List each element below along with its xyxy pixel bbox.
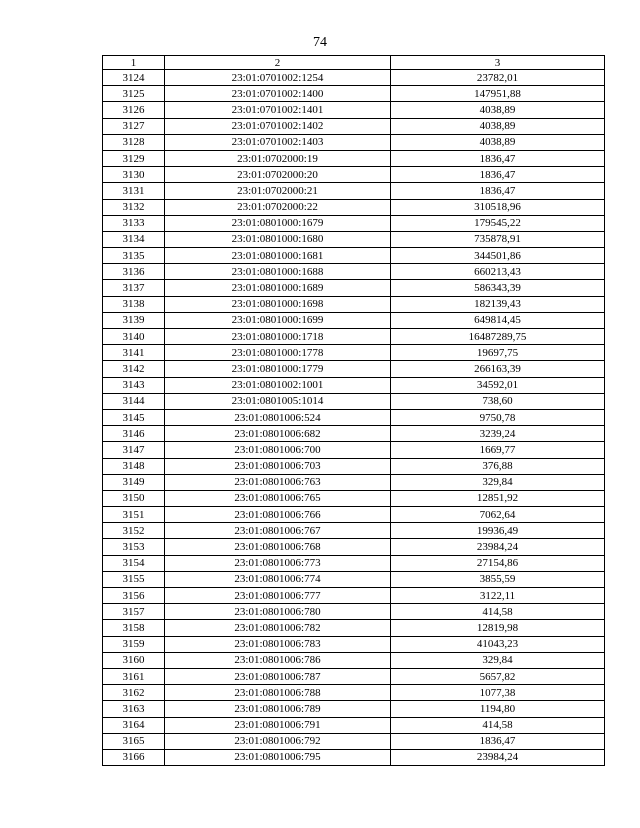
cadastral-number-cell: 23:01:0801006:782	[165, 620, 391, 636]
value-cell: 1836,47	[391, 183, 605, 199]
table-row	[103, 102, 605, 118]
table-row	[103, 296, 605, 312]
table-row	[103, 668, 605, 684]
row-number-cell: 3134	[103, 231, 165, 247]
table-row	[103, 604, 605, 620]
cadastral-number-cell: 23:01:0701002:1402	[165, 118, 391, 134]
row-number-cell: 3143	[103, 377, 165, 393]
table-header	[103, 56, 605, 70]
value-cell: 1669,77	[391, 442, 605, 458]
row-number-cell: 3135	[103, 248, 165, 264]
value-cell: 179545,22	[391, 215, 605, 231]
row-number-cell: 3124	[103, 70, 165, 86]
value-cell: 660213,43	[391, 264, 605, 280]
value-cell: 344501,86	[391, 248, 605, 264]
row-number-cell: 3163	[103, 701, 165, 717]
row-number-cell: 3149	[103, 474, 165, 490]
row-number-cell: 3142	[103, 361, 165, 377]
row-number-cell: 3164	[103, 717, 165, 733]
value-cell: 19697,75	[391, 345, 605, 361]
value-cell: 414,58	[391, 604, 605, 620]
cadastral-number-cell: 23:01:0702000:19	[165, 150, 391, 166]
table-row	[103, 426, 605, 442]
value-cell: 266163,39	[391, 361, 605, 377]
row-number-cell: 3132	[103, 199, 165, 215]
table-row	[103, 620, 605, 636]
value-cell: 5657,82	[391, 668, 605, 684]
cadastral-number-cell: 23:01:0702000:22	[165, 199, 391, 215]
cadastral-number-cell: 23:01:0801005:1014	[165, 393, 391, 409]
cadastral-number-cell: 23:01:0801000:1718	[165, 329, 391, 345]
row-number-cell: 3153	[103, 539, 165, 555]
cadastral-number-cell: 23:01:0801000:1679	[165, 215, 391, 231]
table-row	[103, 280, 605, 296]
table-row	[103, 248, 605, 264]
value-cell: 12851,92	[391, 490, 605, 506]
cadastral-number-cell: 23:01:0801000:1698	[165, 296, 391, 312]
table-row	[103, 86, 605, 102]
cadastral-number-cell: 23:01:0801006:795	[165, 749, 391, 765]
row-number-cell: 3128	[103, 134, 165, 150]
table-row	[103, 523, 605, 539]
table-row	[103, 134, 605, 150]
cadastral-number-cell: 23:01:0801006:767	[165, 523, 391, 539]
row-number-cell: 3126	[103, 102, 165, 118]
cadastral-number-cell: 23:01:0702000:21	[165, 183, 391, 199]
table-row	[103, 474, 605, 490]
value-cell: 23984,24	[391, 539, 605, 555]
table-row	[103, 118, 605, 134]
row-number-cell: 3137	[103, 280, 165, 296]
cadastral-number-cell: 23:01:0801006:773	[165, 555, 391, 571]
row-number-cell: 3152	[103, 523, 165, 539]
cadastral-number-cell: 23:01:0801006:682	[165, 426, 391, 442]
row-number-cell: 3157	[103, 604, 165, 620]
cadastral-number-cell: 23:01:0801000:1779	[165, 361, 391, 377]
value-cell: 1194,80	[391, 701, 605, 717]
cadastral-number-cell: 23:01:0801000:1778	[165, 345, 391, 361]
row-number-cell: 3151	[103, 507, 165, 523]
cadastral-number-cell: 23:01:0701002:1400	[165, 86, 391, 102]
table-row	[103, 167, 605, 183]
value-cell: 3239,24	[391, 426, 605, 442]
value-cell: 9750,78	[391, 409, 605, 425]
cadastral-number-cell: 23:01:0801000:1688	[165, 264, 391, 280]
cadastral-number-cell: 23:01:0701002:1254	[165, 70, 391, 86]
table-row	[103, 442, 605, 458]
cadastral-number-cell: 23:01:0801006:783	[165, 636, 391, 652]
value-cell: 4038,89	[391, 102, 605, 118]
column-header-2: 2	[165, 56, 391, 70]
row-number-cell: 3154	[103, 555, 165, 571]
cadastral-number-cell: 23:01:0801000:1680	[165, 231, 391, 247]
cadastral-number-cell: 23:01:0801000:1689	[165, 280, 391, 296]
value-cell: 23984,24	[391, 749, 605, 765]
table-row	[103, 312, 605, 328]
cadastral-number-cell: 23:01:0801006:524	[165, 409, 391, 425]
cadastral-number-cell: 23:01:0702000:20	[165, 167, 391, 183]
table-row	[103, 507, 605, 523]
row-number-cell: 3150	[103, 490, 165, 506]
value-cell: 16487289,75	[391, 329, 605, 345]
value-cell: 1077,38	[391, 685, 605, 701]
table-row	[103, 652, 605, 668]
table-row	[103, 70, 605, 86]
row-number-cell: 3158	[103, 620, 165, 636]
row-number-cell: 3165	[103, 733, 165, 749]
value-cell: 1836,47	[391, 150, 605, 166]
table-row	[103, 264, 605, 280]
value-cell: 586343,39	[391, 280, 605, 296]
table-row	[103, 539, 605, 555]
row-number-cell: 3155	[103, 571, 165, 587]
row-number-cell: 3159	[103, 636, 165, 652]
page-number: 74	[313, 35, 327, 50]
row-number-cell: 3138	[103, 296, 165, 312]
row-number-cell: 3133	[103, 215, 165, 231]
row-number-cell: 3145	[103, 409, 165, 425]
row-number-cell: 3125	[103, 86, 165, 102]
table-row	[103, 636, 605, 652]
value-cell: 3122,11	[391, 588, 605, 604]
table-row	[103, 345, 605, 361]
cadastral-number-cell: 23:01:0801006:789	[165, 701, 391, 717]
value-cell: 1836,47	[391, 733, 605, 749]
table-row	[103, 393, 605, 409]
cadastral-number-cell: 23:01:0801006:774	[165, 571, 391, 587]
row-number-cell: 3141	[103, 345, 165, 361]
row-number-cell: 3127	[103, 118, 165, 134]
table-row	[103, 733, 605, 749]
row-number-cell: 3166	[103, 749, 165, 765]
value-cell: 34592,01	[391, 377, 605, 393]
row-number-cell: 3148	[103, 458, 165, 474]
row-number-cell: 3130	[103, 167, 165, 183]
column-header-3: 3	[391, 56, 605, 70]
value-cell: 19936,49	[391, 523, 605, 539]
row-number-cell: 3162	[103, 685, 165, 701]
cadastral-number-cell: 23:01:0801006:700	[165, 442, 391, 458]
table-row	[103, 231, 605, 247]
table-row	[103, 458, 605, 474]
value-cell: 27154,86	[391, 555, 605, 571]
cadastral-number-cell: 23:01:0701002:1401	[165, 102, 391, 118]
value-cell: 41043,23	[391, 636, 605, 652]
table-row	[103, 183, 605, 199]
cadastral-number-cell: 23:01:0801006:777	[165, 588, 391, 604]
value-cell: 329,84	[391, 652, 605, 668]
value-cell: 329,84	[391, 474, 605, 490]
value-cell: 735878,91	[391, 231, 605, 247]
cadastral-number-cell: 23:01:0801006:763	[165, 474, 391, 490]
cadastral-number-cell: 23:01:0801006:765	[165, 490, 391, 506]
cadastral-number-cell: 23:01:0801000:1699	[165, 312, 391, 328]
table-row	[103, 377, 605, 393]
column-header-1: 1	[103, 56, 165, 70]
value-cell: 12819,98	[391, 620, 605, 636]
table-row	[103, 409, 605, 425]
value-cell: 310518,96	[391, 199, 605, 215]
row-number-cell: 3139	[103, 312, 165, 328]
table-row	[103, 215, 605, 231]
cadastral-number-cell: 23:01:0801006:780	[165, 604, 391, 620]
cadastral-number-cell: 23:01:0801002:1001	[165, 377, 391, 393]
value-cell: 4038,89	[391, 118, 605, 134]
cadastral-number-cell: 23:01:0701002:1403	[165, 134, 391, 150]
row-number-cell: 3131	[103, 183, 165, 199]
table-row	[103, 701, 605, 717]
row-number-cell: 3161	[103, 668, 165, 684]
row-number-cell: 3144	[103, 393, 165, 409]
data-table	[102, 55, 605, 766]
row-number-cell: 3160	[103, 652, 165, 668]
value-cell: 738,60	[391, 393, 605, 409]
table-row	[103, 361, 605, 377]
value-cell: 4038,89	[391, 134, 605, 150]
value-cell: 649814,45	[391, 312, 605, 328]
table-row	[103, 685, 605, 701]
cadastral-number-cell: 23:01:0801006:788	[165, 685, 391, 701]
table-body	[103, 70, 605, 766]
cadastral-number-cell: 23:01:0801006:792	[165, 733, 391, 749]
table-row	[103, 150, 605, 166]
row-number-cell: 3129	[103, 150, 165, 166]
row-number-cell: 3146	[103, 426, 165, 442]
table-row	[103, 329, 605, 345]
row-number-cell: 3136	[103, 264, 165, 280]
cadastral-number-cell: 23:01:0801006:703	[165, 458, 391, 474]
table-row	[103, 555, 605, 571]
header-row	[103, 56, 605, 70]
cadastral-number-cell: 23:01:0801006:768	[165, 539, 391, 555]
table-row	[103, 571, 605, 587]
table-row	[103, 749, 605, 765]
value-cell: 7062,64	[391, 507, 605, 523]
value-cell: 1836,47	[391, 167, 605, 183]
value-cell: 414,58	[391, 717, 605, 733]
cadastral-number-cell: 23:01:0801006:766	[165, 507, 391, 523]
row-number-cell: 3156	[103, 588, 165, 604]
table-row	[103, 199, 605, 215]
table-row	[103, 717, 605, 733]
table-row	[103, 588, 605, 604]
row-number-cell: 3140	[103, 329, 165, 345]
value-cell: 3855,59	[391, 571, 605, 587]
value-cell: 23782,01	[391, 70, 605, 86]
value-cell: 147951,88	[391, 86, 605, 102]
cadastral-number-cell: 23:01:0801006:786	[165, 652, 391, 668]
cadastral-number-cell: 23:01:0801000:1681	[165, 248, 391, 264]
cadastral-number-cell: 23:01:0801006:787	[165, 668, 391, 684]
table-row	[103, 490, 605, 506]
cadastral-number-cell: 23:01:0801006:791	[165, 717, 391, 733]
value-cell: 376,88	[391, 458, 605, 474]
row-number-cell: 3147	[103, 442, 165, 458]
value-cell: 182139,43	[391, 296, 605, 312]
